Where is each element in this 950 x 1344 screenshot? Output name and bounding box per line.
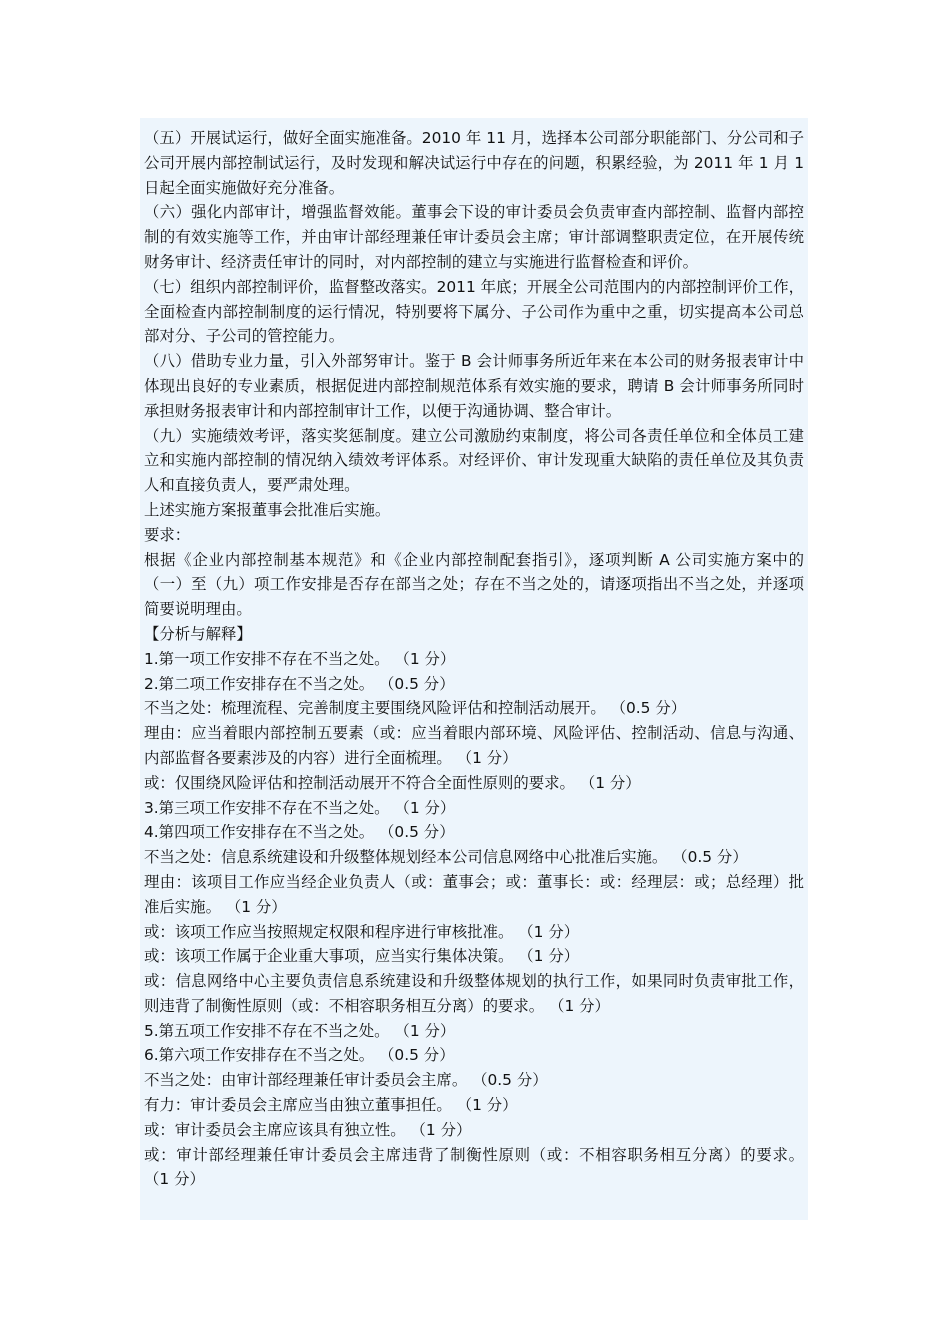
paragraph-8: （八）借助专业力量，引入外部努审计。鉴于 B 会计师事务所近年来在本公司的财务报表审计中体现出良好的专业素质，根据促进内部控制规范体系有效实施的要求，聘请 B 会计师事务所同时承担财务报表审计和内部控制审计工作，以便于沟通协调、整合审计。 [144, 352, 804, 420]
answer-line: 4.第四项工作安排存在不当之处。 （0.5 分） [144, 823, 455, 842]
plan-approval-line: 上述实施方案报董事会批准后实施。 [144, 500, 391, 519]
answer-line: 2.第二项工作安排存在不当之处。 （0.5 分） [144, 674, 455, 693]
paragraph-5: （五）开展试运行，做好全面实施准备。2010 年 11 月，选择本公司部分职能部门、分公司和子公司开展内部控制试运行，及时发现和解决试运行中存在的问题，积累经验，为 2011 年 1 月 1 日起全面实施做好充分准备。 [144, 129, 804, 197]
paragraph-7: （七）组织内部控制评价，监督整改落实。2011 年底；开展全公司范围内的内部控制评价工作，全面检查内部控制制度的运行情况，特别要将下属分、子公司作为重中之重，切实提高本公司总部对分、子公司的管控能力。 [144, 277, 804, 346]
requirement-heading: 要求： [144, 525, 191, 544]
paragraph-6: （六）强化内部审计，增强监督效能。董事会下设的审计委员会负责审查内部控制、监督内部控制的有效实施等工作，并由审计部经理兼任审计委员会主席；审计部调整职责定位，在开展传统财务审计、经济责任审计的同时，对内部控制的建立与实施进行监督检查和评价。 [144, 203, 804, 271]
analysis-heading: 【分析与解释】 [144, 624, 252, 643]
answer-line: 理由：该项目工作应当经企业负责人（或：董事会；或：董事长：或：经理层：或；总经理）批准后实施。 （1 分） [144, 872, 804, 916]
answer-line: 或：审计委员会主席应该具有独立性。 （1 分） [144, 1120, 472, 1139]
document-page [140, 118, 808, 1220]
answer-line: 有力：审计委员会主席应当由独立董事担任。 （1 分） [144, 1096, 518, 1115]
paragraph-9: （九）实施绩效考评，落实奖惩制度。建立公司激励约束制度，将公司各责任单位和全体员工建立和实施内部控制的情况纳入绩效考评体系。对经评价、审计发现重大缺陷的责任单位及其负责人和直接负责人，要严肃处理。 [144, 426, 804, 495]
answer-line: 不当之处：梳理流程、完善制度主要围绕风险评估和控制活动展开。 （0.5 分） [144, 699, 687, 718]
answer-line: 6.第六项工作安排存在不当之处。 （0.5 分） [144, 1046, 455, 1065]
answer-line: 不当之处：由审计部经理兼任审计委员会主席。 （0.5 分） [144, 1071, 548, 1090]
answer-line: 或：仅围绕风险评估和控制活动展开不符合全面性原则的要求。 （1 分） [144, 773, 641, 792]
answer-line: 或：信息网络中心主要负责信息系统建设和升级整体规划的执行工作，如果同时负责审批工作，则违背了制衡性原则（或：不相容职务相互分离）的要求。 （1 分） [144, 972, 804, 1015]
answer-line: 或：审计部经理兼任审计委员会主席违背了制衡性原则（或：不相容职务相互分离）的要求。 （1 分） [144, 1145, 804, 1189]
answer-line: 3.第三项工作安排不存在不当之处。 （1 分） [144, 798, 456, 817]
answer-line: 1.第一项工作安排不存在不当之处。 （1 分） [144, 649, 456, 668]
requirement-text: 根据《企业内部控制基本规范》和《企业内部控制配套指引》，逐项判断 A 公司实施方案中的（一）至（九）项工作安排是否存在部当之处；存在不当之处的，请逐项指出不当之处，并逐项简要说明理由。 [144, 550, 804, 619]
answer-line: 理由：应当着眼内部控制五要素（或：应当着眼内部环境、风险评估、控制活动、信息与沟通、内部监督各要素涉及的内容）进行全面梳理。 （1 分） [144, 724, 804, 767]
answer-line: 或：该项工作属于企业重大事项，应当实行集体决策。 （1 分） [144, 947, 580, 966]
answer-line: 5.第五项工作安排不存在不当之处。 （1 分） [144, 1021, 456, 1040]
answer-line: 或：该项工作应当按照规定权限和程序进行审核批准。 （1 分） [144, 922, 580, 941]
answer-line: 不当之处：信息系统建设和升级整体规划经本公司信息网络中心批准后实施。 （0.5 分） [144, 848, 748, 867]
